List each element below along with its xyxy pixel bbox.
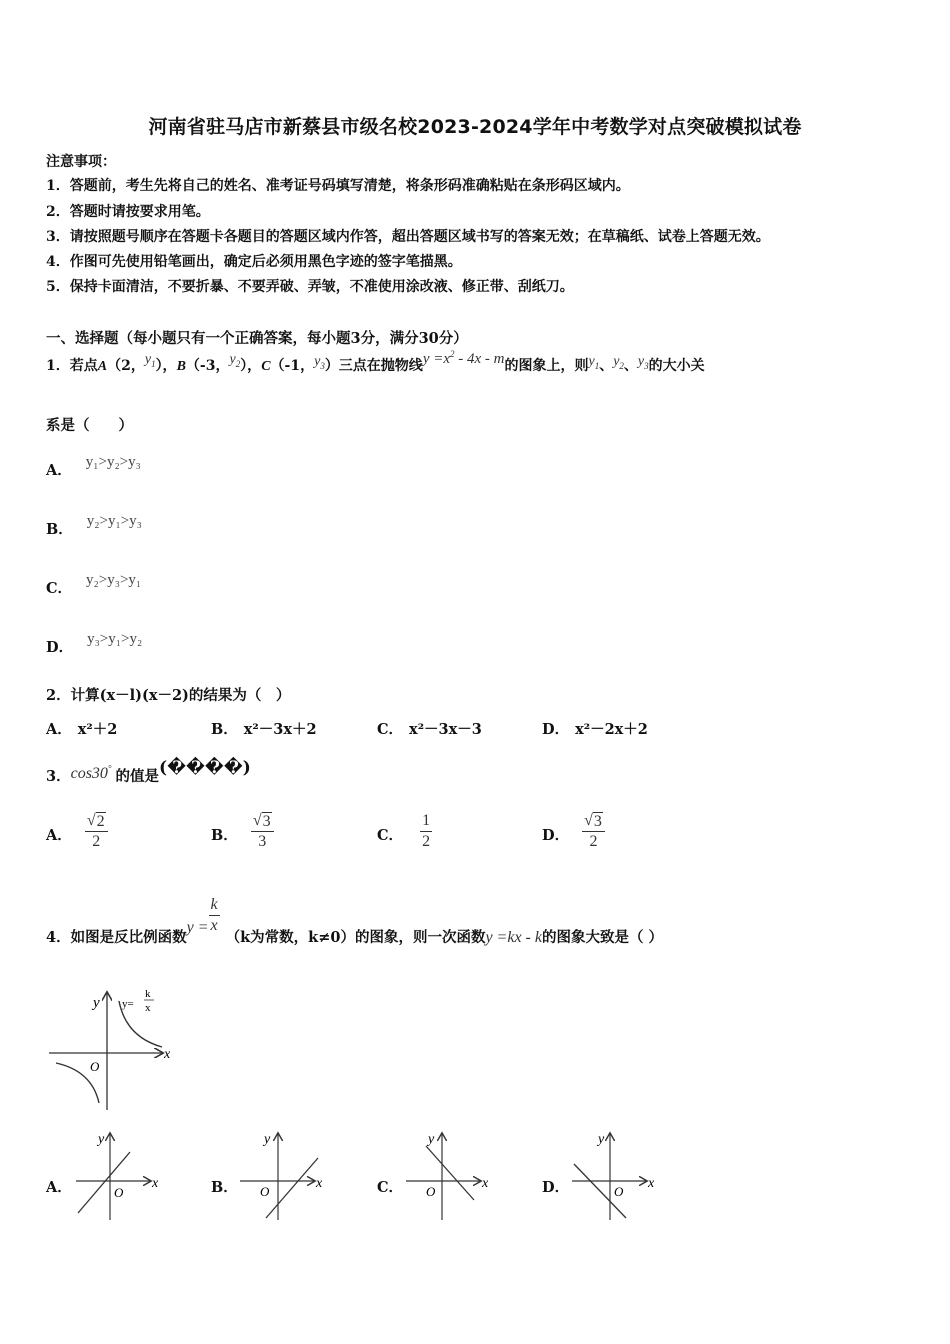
q3-option-c[interactable]: C． $\frac{1}{2}$ — [377, 812, 431, 850]
page-title: 河南省驻马店市新蔡县市级名校2023-2024学年中考数学对点突破模拟试卷 — [148, 116, 802, 138]
question-1-stem-line2: 系是（ ） — [46, 417, 133, 434]
q1-option-d[interactable]: D． y₃>y₁>y₂ — [46, 631, 143, 656]
cos-expression: cos30° — [70, 763, 112, 782]
function-label-x: x — [145, 1002, 151, 1014]
q4-option-d-label[interactable]: D． — [542, 1179, 570, 1196]
q2-option-d[interactable]: D． x²－2x＋2 — [542, 721, 648, 738]
svg-text:x: x — [482, 1176, 489, 1191]
q4-option-d-graph[interactable] — [568, 1128, 660, 1222]
question-4-stem: 4．如图是反比例函数y = $\frac{k}{x}$ （k为常数，k≠0）的图象，则一次函数y =kx - k的图象大致是（ ） — [46, 896, 664, 946]
line-graph — [266, 1158, 318, 1218]
q4-option-b-label[interactable]: B． — [211, 1179, 238, 1196]
function-label: y= — [122, 998, 134, 1010]
origin-label: O — [90, 1059, 100, 1074]
note-item-4: 4．作图可先使用铅笔画出，确定后必须用黑色字迹的签字笔描黑。 — [46, 254, 462, 270]
svg-text:x: x — [152, 1176, 159, 1191]
question-1-stem: 1．若点A（2，$y_1$），B（-3，$y_2$），C（-1，$y_3$）三点在抛物线$y =x^2 - 4x - m$的图象上，则$y_1$、$y_2$、$y_3$的大小关 — [46, 349, 705, 374]
svg-text:O: O — [614, 1184, 624, 1199]
svg-text:y: y — [598, 1132, 605, 1147]
y3-symbol: $y_3$ — [314, 354, 325, 371]
line-graph — [78, 1152, 130, 1213]
q4-option-a-label[interactable]: A． — [46, 1179, 72, 1196]
question-2-stem: 2．计算(x－l)(x－2)的结果为（ ） — [46, 687, 291, 704]
svg-text:y: y — [98, 1132, 105, 1147]
x-axis-label: x — [164, 1047, 171, 1062]
q1-option-c[interactable]: C． y₂>y₃>y₁ — [46, 572, 142, 597]
section-heading: 一、选择题（每小题只有一个正确答案，每小题3分，满分30分） — [46, 330, 468, 347]
q4-option-c-label[interactable]: C． — [377, 1179, 404, 1196]
q3-option-b[interactable]: B． √ 3 3 — [211, 812, 274, 851]
y-axis-label: y — [93, 995, 100, 1011]
note-item-2: 2．答题时请按要求用笔。 — [46, 204, 210, 220]
svg-text:O: O — [260, 1184, 270, 1199]
q3-option-d[interactable]: D． √ 3 2 — [542, 812, 605, 851]
q2-option-c[interactable]: C． x²－3x－3 — [377, 721, 482, 738]
function-label-k: k — [145, 988, 151, 1000]
q4-option-a-graph[interactable] — [72, 1128, 164, 1222]
parabola-equation: $y =x^2 - 4x - m$ — [422, 349, 505, 367]
svg-text:O: O — [426, 1184, 436, 1199]
question-3-stem: 3．cos30° 的值是(����) — [46, 758, 251, 785]
q1-option-b[interactable]: B． y₂>y₁>y₃ — [46, 513, 142, 538]
note-item-5: 5．保持卡面清洁，不要折暴、不要弄破、弄皱，不准使用涂改液、修正带、刮纸刀。 — [46, 279, 574, 295]
q4-option-c-graph[interactable] — [402, 1128, 494, 1222]
inverse-function-fraction: $\frac{k}{x}$ — [210, 896, 218, 934]
svg-text:x: x — [316, 1176, 323, 1191]
q2-option-b[interactable]: B． x²－3x＋2 — [211, 721, 317, 738]
svg-text:O: O — [114, 1185, 124, 1200]
y2-symbol: $y_2$ — [229, 352, 241, 369]
notes-heading: 注意事项： — [46, 154, 116, 170]
svg-text:y: y — [264, 1132, 271, 1147]
y1-symbol: $y_1$ — [144, 352, 156, 369]
hyperbola-graph — [44, 985, 184, 1115]
q4-option-b-graph[interactable] — [236, 1128, 328, 1222]
q3-option-a[interactable]: A． √ 2 2 — [46, 812, 108, 851]
note-item-1: 1．答题前，考生先将自己的姓名、准考证号码填写清楚，将条形码准确粘贴在条形码区域内。 — [46, 178, 630, 194]
svg-text:y: y — [428, 1132, 435, 1147]
q1-option-a[interactable]: A． y₁>y₂>y₃ — [46, 454, 141, 479]
q2-option-a[interactable]: A． x²＋2 — [46, 721, 118, 738]
svg-text:x: x — [648, 1176, 655, 1191]
note-item-3: 3．请按照题号顺序在答题卡各题目的答题区域内作答，超出答题区域书写的答案无效；在草稿纸、试卷上答题无效。 — [46, 229, 770, 245]
